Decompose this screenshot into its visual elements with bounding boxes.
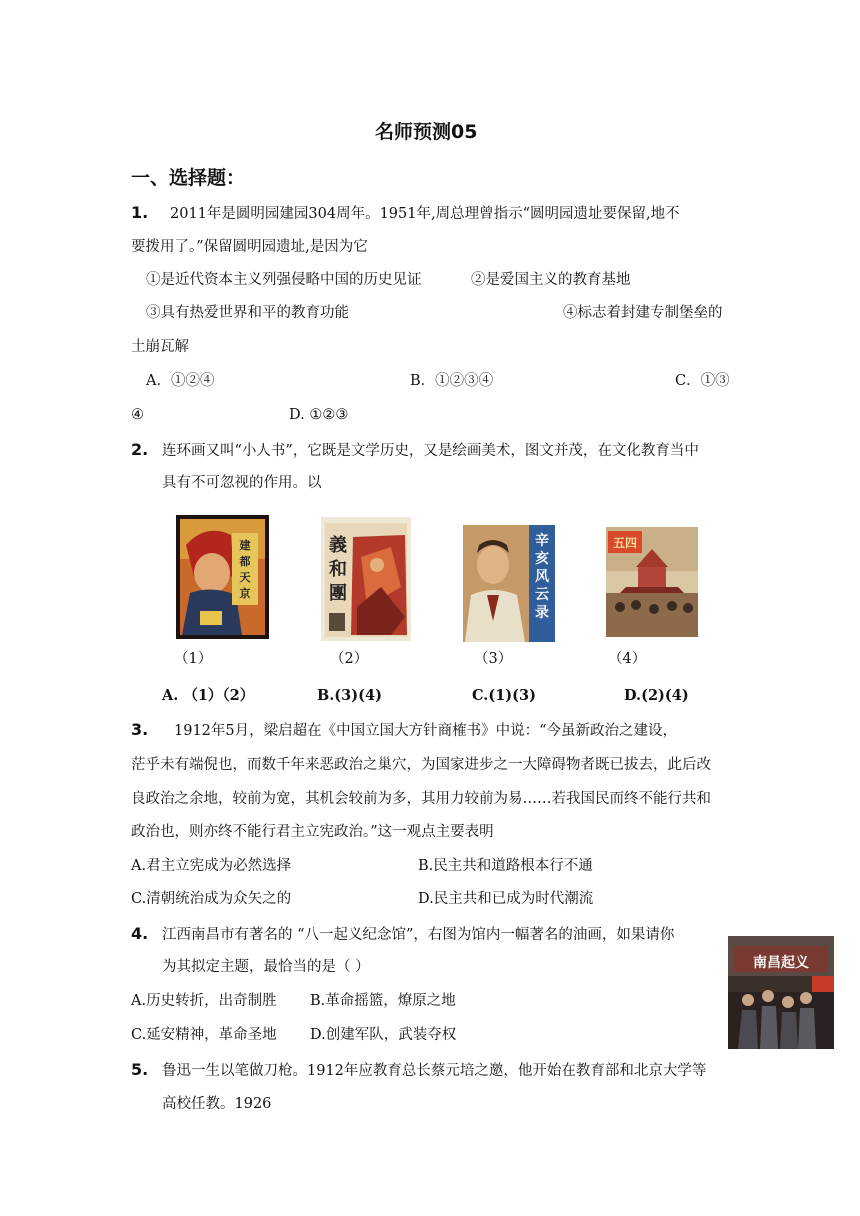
q1-statement-4: ④标志着封建专制堡垒的	[563, 305, 723, 321]
svg-text:團: 團	[329, 583, 347, 604]
comic-cover-image-4	[606, 527, 698, 637]
q2-caption-2: （2）	[330, 651, 369, 667]
q1-stem-line2: 要拨用了。”保留圆明园遗址,是因为它	[131, 239, 368, 255]
svg-text:和: 和	[329, 559, 347, 580]
q2-caption-3: （3）	[474, 651, 513, 667]
q3-option-a[interactable]: A.君主立宪成为必然选择	[131, 858, 292, 874]
svg-text:风: 风	[535, 569, 549, 585]
comic-cover-image-3	[463, 525, 555, 642]
q2-stem-line1: 连环画又叫“小人书”，它既是文学历史，又是绘画美术，图文并茂，在文化教育当中	[162, 443, 699, 459]
q1-stem-line1: 2011年是圆明园建园304周年。1951年,周总理曾指示“圆明园遗址要保留,地不	[170, 206, 680, 222]
q2-caption-4: （4）	[608, 651, 647, 667]
comic-cover-image-2	[321, 517, 411, 641]
q1-option-d[interactable]: D. ①②③	[289, 407, 349, 423]
q4-option-c[interactable]: C.延安精神，革命圣地	[131, 1027, 277, 1043]
q2-stem-line2: 具有不可忽视的作用。以	[162, 475, 322, 491]
q3-option-d[interactable]: D.民主共和已成为时代潮流	[418, 891, 594, 907]
q4-option-d[interactable]: D.创建军队，武装夺权	[310, 1027, 457, 1043]
q3-stem-line4: 政治也，则亦终不能行君主立宪政治。”这一观点主要表明	[131, 824, 494, 840]
q3-stem-line1: 1912年5月，梁启超在《中国立国大方针商榷书》中说：“今虽新政治之建设，	[174, 723, 678, 739]
svg-text:录: 录	[535, 605, 549, 621]
q5-stem-line1: 鲁迅一生以笔做刀枪。1912年应教育总长蔡元培之邀，他开始在教育部和北京大学等	[162, 1063, 707, 1079]
q2-option-b[interactable]: B.(3)(4)	[317, 687, 382, 704]
section-heading: 一、选择题：	[131, 167, 246, 189]
q3-stem-line3: 良政治之余地，较前为宽，其机会较前为多，其用力较前为易……若我国民而终不能行共和	[131, 791, 711, 807]
svg-text:京: 京	[239, 587, 251, 600]
q1-option-b[interactable]: B．①②③④	[410, 373, 494, 389]
q1-statement-3: ③具有热爱世界和平的教育功能	[146, 305, 349, 321]
comic-cover-2-title: 義	[329, 535, 347, 556]
q3-number: 3.	[131, 720, 149, 739]
q2-option-c[interactable]: C.(1)(3)	[472, 687, 536, 704]
q1-statement-2: ②是爱国主义的教育基地	[471, 272, 631, 288]
q3-stem-line2: 茫乎未有端倪也，而数千年来恶政治之巢穴，为国家进步之一大障碍物者既已拔去，此后改	[131, 757, 711, 773]
q1-number: 1.	[131, 203, 149, 222]
q1-option-c[interactable]: C．①③	[675, 373, 730, 389]
comic-cover-1-title: 建	[239, 539, 251, 552]
q3-option-c[interactable]: C.清朝统治成为众矢之的	[131, 891, 292, 907]
comic-cover-4-title: 五四	[612, 536, 638, 550]
q4-stem-line2: 为其拟定主题，最恰当的是（ ）	[162, 959, 370, 975]
comic-cover-3-title: 辛	[535, 533, 549, 549]
q2-number: 2.	[131, 440, 149, 459]
svg-text:云: 云	[535, 587, 549, 603]
q3-option-b[interactable]: B.民主共和道路根本行不通	[418, 858, 593, 874]
svg-text:亥: 亥	[535, 551, 549, 567]
page-title: 名师预测05	[375, 121, 478, 143]
q1-statement-1: ①是近代资本主义列强侵略中国的历史见证	[146, 272, 422, 288]
q5-stem-line2: 高校任教。1926	[162, 1096, 272, 1112]
painting-title: 南昌起义	[753, 955, 809, 971]
svg-text:天: 天	[239, 571, 251, 584]
nanchang-uprising-painting	[728, 936, 834, 1049]
q1-option-a[interactable]: A．①②④	[146, 373, 215, 389]
q1-statement-4-cont: 土崩瓦解	[131, 339, 189, 355]
q2-option-a[interactable]: A. （1）（2）	[162, 687, 255, 704]
q2-caption-1: （1）	[174, 651, 213, 667]
q4-option-b[interactable]: B.革命摇篮，燎原之地	[310, 993, 456, 1009]
q4-number: 4.	[131, 924, 149, 943]
q2-option-d[interactable]: D.(2)(4)	[624, 687, 689, 704]
q4-stem-line1: 江西南昌市有著名的 “八一起义纪念馆”，右图为馆内一幅著名的油画，如果请你	[162, 927, 675, 943]
comic-cover-image-1	[176, 515, 269, 639]
svg-text:都: 都	[239, 555, 251, 568]
q1-option-c-cont: ④	[131, 407, 144, 423]
q5-number: 5.	[131, 1060, 149, 1079]
q4-option-a[interactable]: A.历史转折，出奇制胜	[131, 993, 277, 1009]
